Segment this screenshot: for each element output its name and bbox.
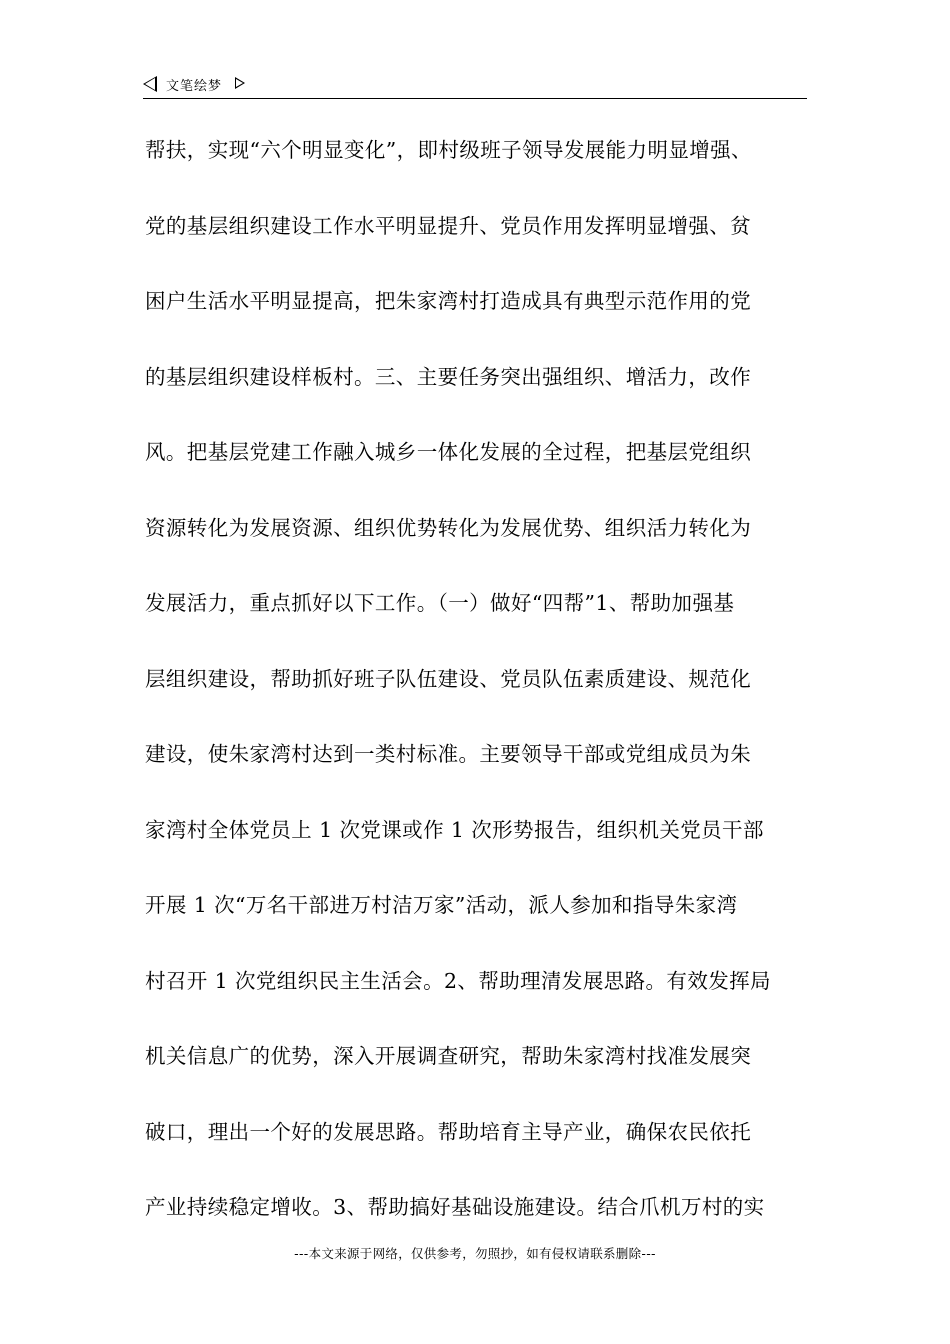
body-text [145,132,825,1265]
body-line: 家湾村全体党员上 1 次党课或作 1 次形势报告，组织机关党员干部 [145,817,764,842]
body-line: 风。把基层党建工作融入城乡一体化发展的全过程，把基层党组织 [145,440,752,464]
body-line: 开展 1 次“万名干部进万村洁万家”活动，派人参加和指导朱家湾 [145,893,738,917]
body-line: 资源转化为发展资源、组织优势转化为发展优势、组织活力转化为 [145,515,752,540]
body-line: 破口，理出一个好的发展思路。帮助培育主导产业，确保农民依托 [145,1119,752,1144]
body-line: 帮扶，实现“六个明显变化”，即村级班子领导发展能力明显增强、 [145,138,752,162]
body-line: 建设，使朱家湾村达到一类村标准。主要领导干部或党组成员为朱 [145,742,752,766]
body-line: 村召开 1 次党组织民主生活会。2、帮助理清发展思路。有效发挥局 [145,968,771,993]
left-triangle-icon [143,76,157,92]
page-footer: ---本文来源于网络，仅供参考，勿照抄，如有侵权请联系删除--- [294,1246,656,1261]
body-line: 机关信息广的优势，深入开展调查研究，帮助朱家湾村找准发展突 [145,1044,752,1068]
body-line: 困户生活水平明显提高，把朱家湾村打造成具有典型示范作用的党 [145,289,752,313]
page-header [143,74,807,99]
body-line: 层组织建设，帮助抓好班子队伍建设、党员队伍素质建设、规范化 [145,666,752,691]
header-title: 文笔绘梦 [166,79,223,94]
body-line: 发展活力，重点抓好以下工作。（一）做好“四帮”1、帮助加强基 [145,591,735,615]
right-triangle-icon [235,77,245,89]
body-line: 的基层组织建设样板村。三、主要任务突出强组织、增活力，改作 [145,364,752,389]
body-line: 产业持续稳定增收。3、帮助搞好基础设施建设。结合爪机万村的实 [145,1195,765,1219]
body-line: 党的基层组织建设工作水平明显提升、党员作用发挥明显增强、贫 [145,213,752,238]
